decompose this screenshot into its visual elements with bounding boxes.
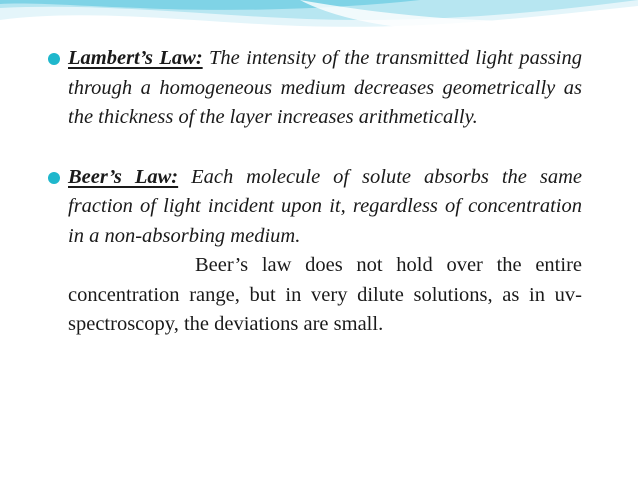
bullet-beers-law	[48, 163, 582, 252]
bullet-lamberts-law	[48, 44, 582, 133]
slide-body	[48, 44, 582, 340]
term-lamberts-law: Lambert’s Law:	[68, 47, 203, 69]
bullet-dot-icon	[48, 53, 60, 65]
definition-lamberts-law: The intensity of the transmitted light passing through a homogeneous medium decreases geometrically as the thickness of the layer increases arithmetically.	[68, 47, 582, 128]
term-beers-law: Beer’s Law:	[68, 165, 179, 188]
bullet-dot-icon	[48, 172, 60, 184]
definition-beers-law: Each molecule of solute absorbs the same fraction of light incident upon it, regardless of concentration in a non-absorbing medium.	[68, 165, 583, 247]
beers-law-note: Beer’s law does not hold over the entire concentration range, but in very dilute solutions, as in uv-spectroscopy, the deviations are small.	[68, 254, 582, 335]
